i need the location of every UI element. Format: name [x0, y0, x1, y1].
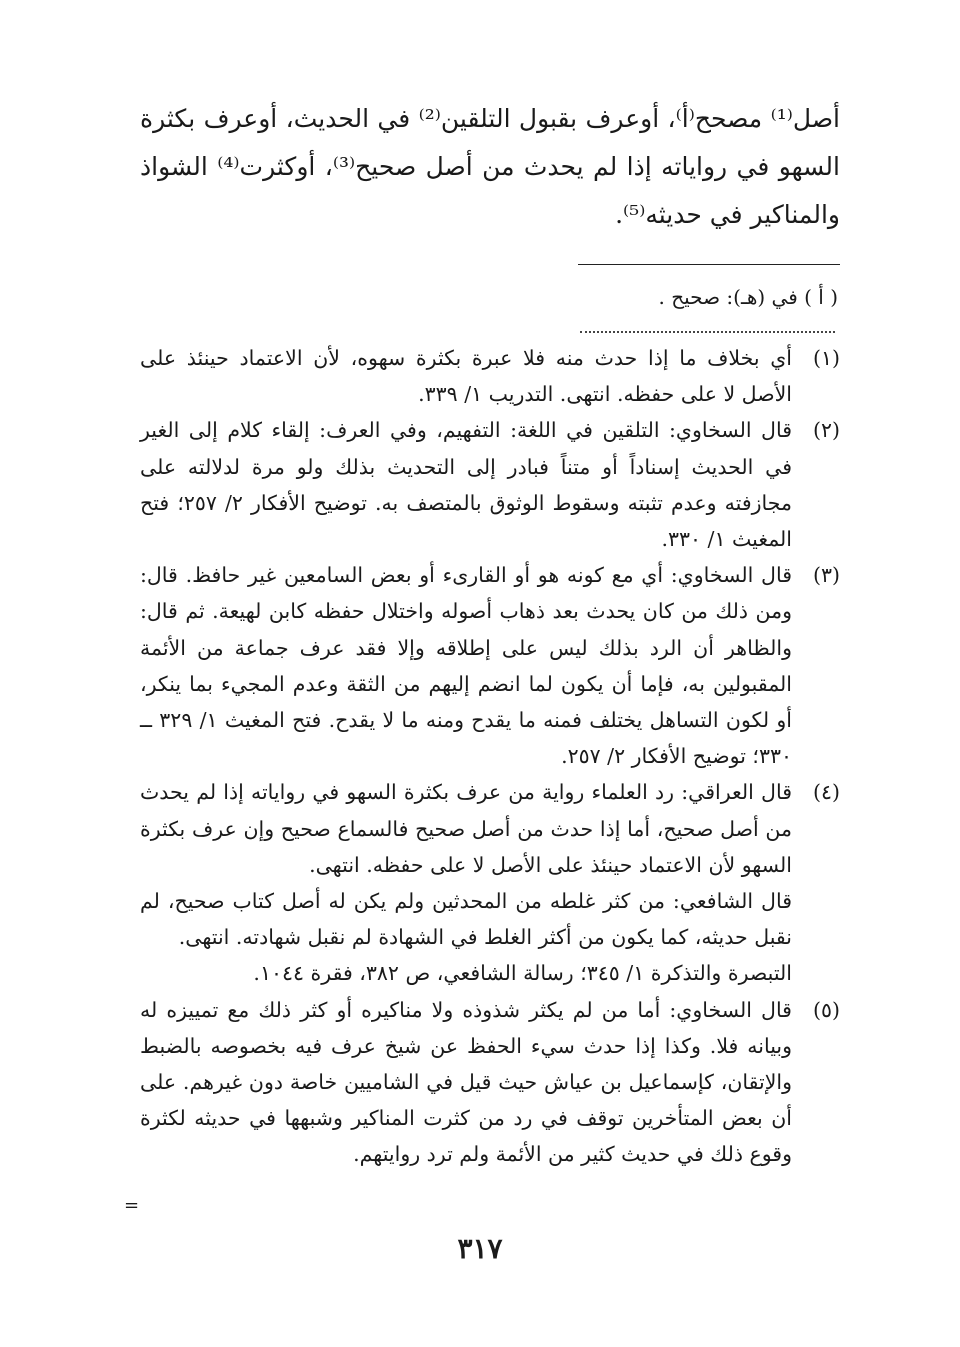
- footnote-paragraph: قال العراقي: رد العلماء رواية من عرف بكثرة السهو في رواياته إذا لم يحدث من أصل صحيح، أما إذا حدث من أصل صحيح فالسماع صحيح وإن عرف بكثرة السهو لأن الاعتماد حينئذ على الأصل لا على حفظه. انتهى.: [140, 780, 792, 877]
- variant-note-text: ( أ ) في (هـ): صحيح .: [658, 285, 838, 309]
- dotted-separator: [580, 331, 835, 333]
- footnote-body: [140, 340, 792, 412]
- footnote-number: (٥): [812, 997, 840, 1022]
- variant-note: [140, 280, 838, 314]
- footnote-body: [140, 774, 792, 991]
- footnote-body: [140, 992, 792, 1173]
- main-paragraph: أصل⁽¹⁾ مصحح⁽أ⁾، أوعرف بقبول التلقين⁽²⁾ في الحديث، أوعرف بكثرة السهو في رواياته إذا لم يحدث من أصل صحيح⁽³⁾، أوكثرت⁽⁴⁾ الشواذ والمناكير في حديثه⁽⁵⁾.: [140, 104, 840, 229]
- footnote-paragraph: أي بخلاف ما إذا حدث منه فلا عبرة بكثرة سهوه، لأن الاعتماد حينئذ على الأصل لا على حفظه. انتهى. التدريب ١/ ٣٣٩.: [140, 346, 792, 407]
- footnote-number: (٢): [812, 418, 840, 443]
- main-text-block: [140, 95, 840, 239]
- footnote-separator: [578, 264, 840, 265]
- footnote-paragraph: قال السخاوي: أما من لم يكثر شذوذه ولا مناكيره أو كثر ذلك مع تمييزه له وبيانه فلا. وكذا إذا حدث سيء الحفظ عن شيخ عرف فيه بخصوصه بالضبط والإتقان، كإسماعيل بن عياش حيث قيل في الشاميين خاصة دون غيرهم. على أن بعض المتأخرين توقف في رد من كثرت المناكير وشبهها في حديثه لكثرة وقوع ذلك في حديث كثير من الأئمة ولم ترد روايتهم.: [140, 997, 792, 1167]
- footnotes: [140, 340, 840, 1173]
- page-number: ٣١٧: [457, 1232, 503, 1265]
- footnote-5: [140, 992, 840, 1173]
- footnote-1: [140, 340, 840, 412]
- footnote-paragraph: التبصرة والتذكرة ١/ ٣٤٥؛ رسالة الشافعي، ص ٣٨٢، فقرة ١٠٤٤.: [253, 961, 792, 986]
- footnote-body: [140, 557, 792, 774]
- footnote-3: [140, 557, 840, 774]
- footnote-4: [140, 774, 840, 991]
- footnote-number: (١): [812, 346, 840, 370]
- footnote-paragraph: قال السخاوي: التلقين في اللغة: التفهيم، وفي العرف: إلقاء كلام إلى الغير في الحديث إسناداً أو متناً فبادر إلى التحديث بذلك ولو مرة لدلالته على مجازفته وعدم تثبته وسقوط الوثوق بالمتصف به. توضيح الأفكار ٢/ ٢٥٧؛ فتح المغيث ١/ ٣٣٠.: [140, 418, 792, 552]
- footnote-2: [140, 412, 840, 557]
- continuation-mark: =: [124, 1195, 140, 1216]
- footnote-paragraph: قال الشافعي: من كثر غلطه من المحدثين ولم يكن له أصل كتاب صحيح، لم نقبل حديثه، كما يكون من أكثر الغلط في الشهادة لم نقبل شهادته. انتهى.: [140, 889, 792, 950]
- footnote-body: [140, 412, 792, 557]
- footnote-number: (٣): [812, 563, 840, 588]
- footnote-paragraph: قال السخاوي: أي مع كونه هو أو القارىء أو بعض السامعين غير حافظ. قال: ومن ذلك من كان يحدث بعد ذهاب أصوله واختلال حفظه كابن لهيعة. ثم قال: والظاهر أن الرد بذلك ليس على إطلاقه وإلا فقد عرف جماعة من الأئمة المقبولين به، فإما أن يكون لما انضم إليهم من الثقة وعدم المجيء بما ينكر، أو لكون التساهل يختلف فمنه ما يقدح ومنه ما لا يقدح. فتح المغيث ١/ ٣٢٩ ــ ٣٣٠؛ توضيح الأفكار ٢/ ٢٥٧.: [140, 563, 792, 769]
- footnote-number: (٤): [812, 780, 840, 805]
